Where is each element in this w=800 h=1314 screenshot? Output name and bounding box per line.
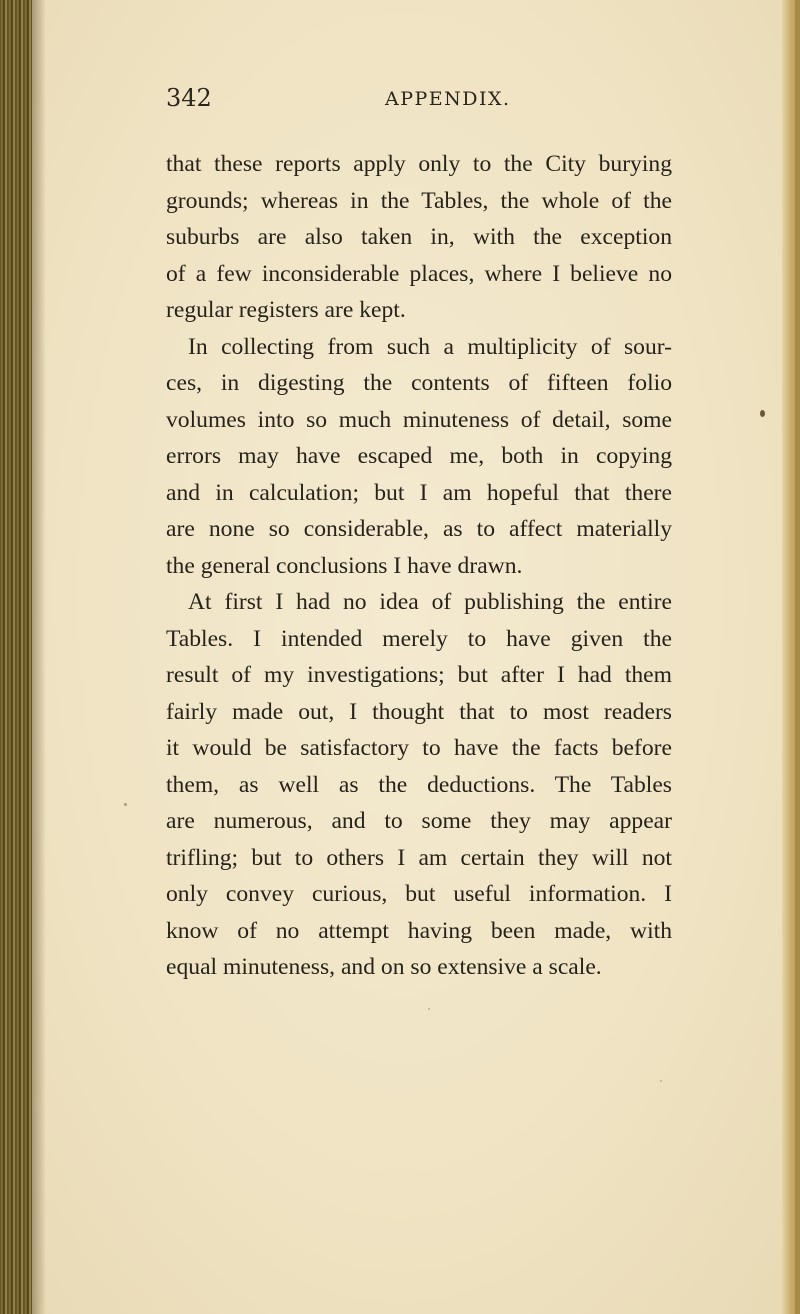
text-line: know of no attempt having been made, with [166,917,672,944]
page-header [0,84,800,118]
text-line: and in calculation; but I am hopeful that there [166,479,672,506]
text-line: the general conclusions I have drawn. [166,552,523,579]
gutter-shadow [32,0,46,1314]
text-line: only convey curious, but useful information. I [166,881,672,907]
text-line: fairly made out, I thought that to most readers [166,698,672,725]
text-line: grounds; whereas in the Tables, the whole of the [166,187,672,214]
running-head: APPENDIX. [385,88,511,110]
text-line: trifling; but to others I am certain they will not [166,844,672,871]
book-binding [0,0,32,1314]
text-line: are numerous, and to some they may appear [166,808,672,834]
text-line: result of my investigations; but after I had them [166,662,672,688]
paper-speck [760,410,765,417]
text-line: regular registers are kept. [166,297,406,323]
text-line: of a few inconsiderable places, where I believe no [166,260,672,287]
paper-speck [660,1080,662,1082]
text-line: At first I had no idea of publishing the entire [188,589,672,615]
text-line: suburbs are also taken in, with the exception [166,224,672,250]
text-line: them, as well as the deductions. The Tables [166,771,672,798]
page-edge-dark [795,0,800,1314]
text-line: In collecting from such a multiplicity of sour- [188,333,672,360]
text-line: volumes into so much minuteness of detail, some [166,406,672,433]
text-line: it would be satisfactory to have the facts before [166,735,672,761]
text-line: that these reports apply only to the City burying [166,151,672,177]
text-line: Tables. I intended merely to have given the [166,625,672,652]
text-line: errors may have escaped me, both in copying [166,443,672,469]
paper-speck [124,803,127,806]
body-text [166,146,672,986]
paper-speck [428,1008,430,1010]
text-line: ces, in digesting the contents of fifteen folio [166,370,672,396]
page-number: 342 [166,84,212,112]
text-line: are none so considerable, as to affect materially [166,516,672,542]
text-line: equal minuteness, and on so extensive a scale. [166,954,602,980]
